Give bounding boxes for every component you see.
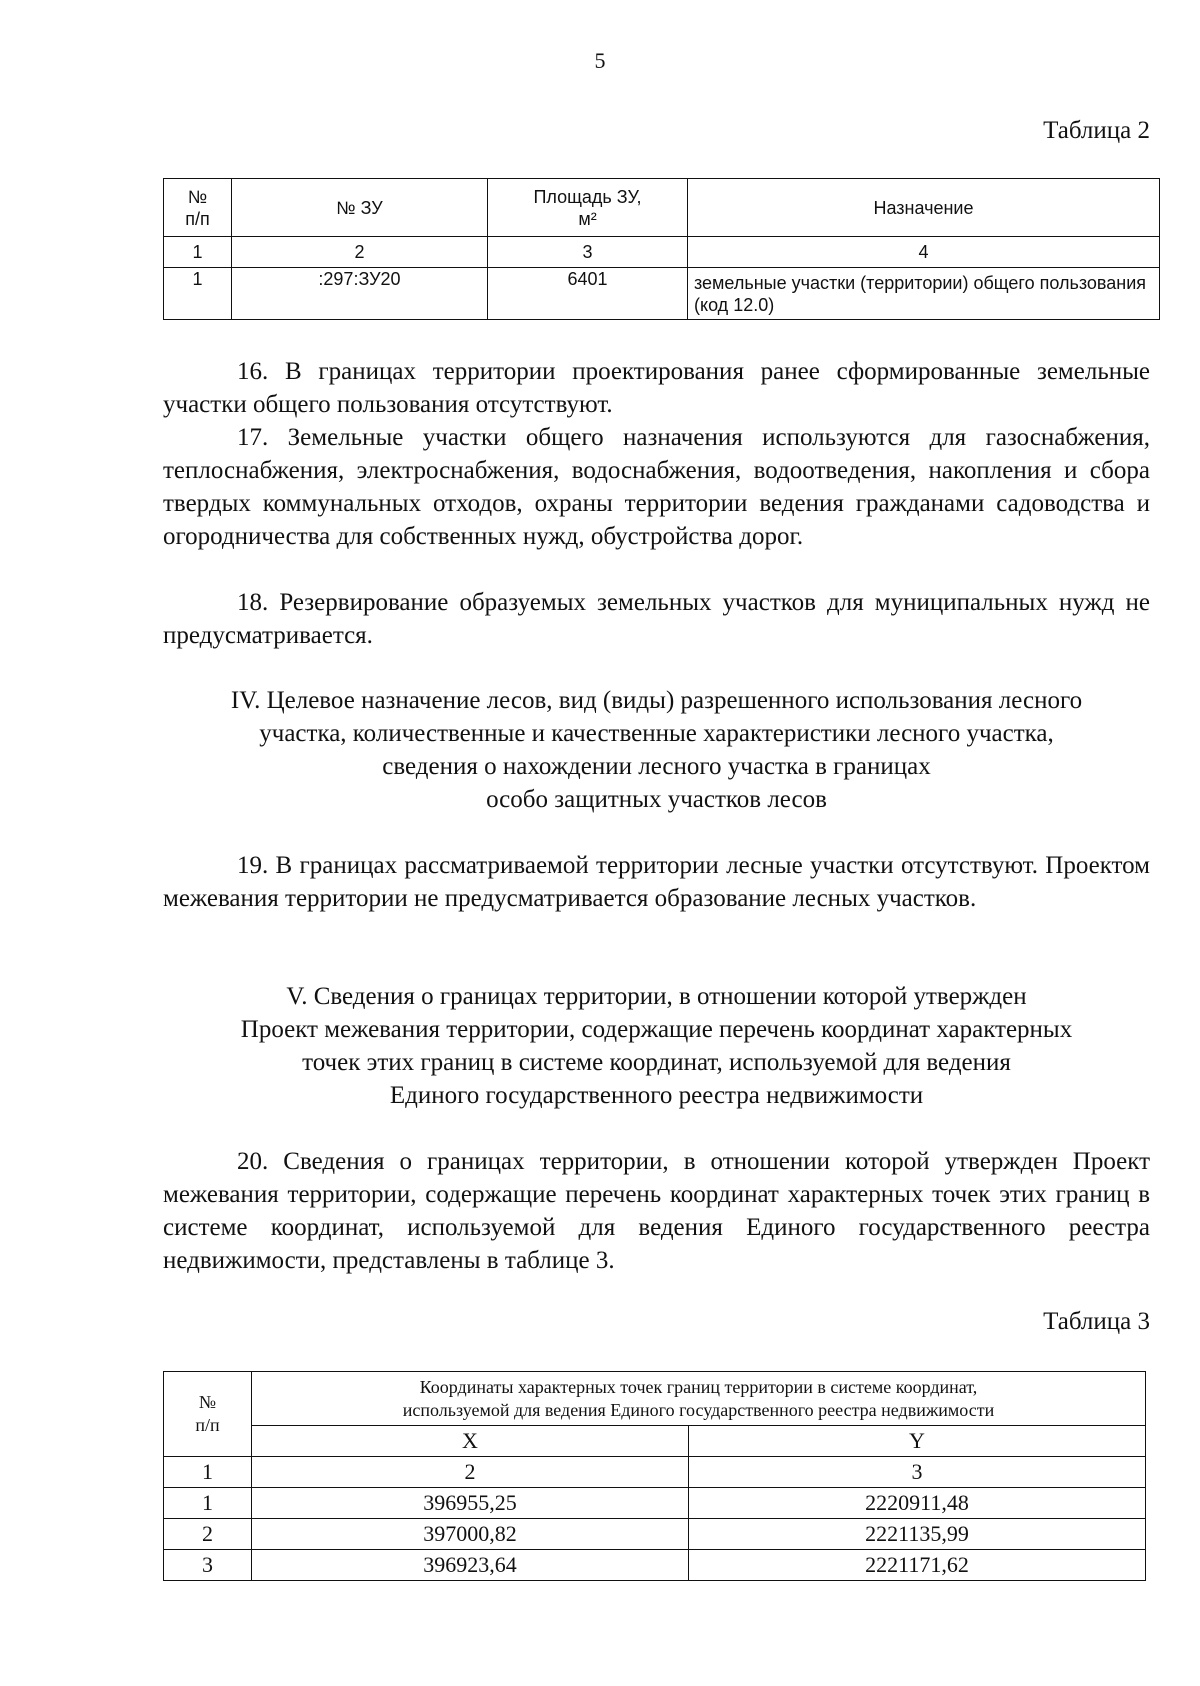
table2-cell-num: 1 <box>164 268 232 320</box>
table2-header-area-line1: Площадь ЗУ, <box>533 186 642 207</box>
table3-header-num-line1: № <box>198 1392 217 1412</box>
table2-index-cell: 4 <box>688 237 1160 268</box>
paragraph-17-text: 17. Земельные участки общего назначения используются для газоснабжения, теплоснабжения, электроснабжения, водоснабжения, водоотведения, накопления и сбора твердых коммунальных отходов, охраны территории ведения гражданами садоводства и огородничества для собственных нужд, обустройства дорог. <box>163 424 1150 550</box>
table2-header-purpose: Назначение <box>688 179 1160 237</box>
table2-header-zu: № ЗУ <box>232 179 488 237</box>
paragraph-19-text: 19. В границах рассматриваемой территории лесные участки отсутствуют. Проектом межевания территории не предусматривается образование лесных участков. <box>163 852 1150 912</box>
section-5-line: V. Сведения о границах территории, в отношении которой утвержден <box>286 983 1027 1010</box>
paragraph-20-text: 20. Сведения о границах территории, в отношении которой утвержден Проект межевания территории, содержащие перечень координат характерных точек этих границ в системе координат, используемой для ведения Единого государственного реестра недвижимости, представлены в таблице 3. <box>163 1148 1150 1274</box>
section-4-line: сведения о нахождении лесного участка в границах <box>382 753 931 780</box>
table2-header-area <box>488 179 688 237</box>
section-4-heading <box>163 684 1150 816</box>
paragraph-17 <box>163 421 1150 553</box>
table3-index-cell: 3 <box>689 1457 1146 1488</box>
table2-header-num-line1: № <box>187 186 208 207</box>
table3-header-y: Y <box>689 1426 1146 1457</box>
table2-row <box>164 268 1160 320</box>
table-row <box>164 1519 1146 1550</box>
table3-header-x: X <box>252 1426 689 1457</box>
table2-index-cell: 1 <box>164 237 232 268</box>
table3-cell-num: 1 <box>164 1488 252 1519</box>
section-4-line: участка, количественные и качественные характеристики лесного участка, <box>259 720 1054 747</box>
table3-header-num-line2: п/п <box>195 1415 220 1435</box>
table3-cell-num: 2 <box>164 1519 252 1550</box>
table2-index-cell: 3 <box>488 237 688 268</box>
section-4-line: IV. Целевое назначение лесов, вид (виды) разрешенного использования лесного <box>230 687 1083 714</box>
table3-header-coords-line2: используемой для ведения Единого государственного реестра недвижимости <box>402 1399 995 1420</box>
table2 <box>163 178 1160 320</box>
table3-cell-x: 396923,64 <box>252 1550 689 1581</box>
table3-header-num <box>164 1372 252 1457</box>
section-5-line: Единого государственного реестра недвижимости <box>389 1082 924 1109</box>
table3-cell-y: 2221135,99 <box>689 1519 1146 1550</box>
table3-index-cell: 2 <box>252 1457 689 1488</box>
table2-caption: Таблица 2 <box>1043 117 1150 144</box>
table3 <box>163 1371 1146 1581</box>
paragraph-19 <box>163 849 1150 915</box>
paragraph-20 <box>163 1145 1150 1277</box>
table2-cell-area: 6401 <box>488 268 688 320</box>
section-5-heading <box>163 980 1150 1112</box>
section-5-line: Проект межевания территории, содержащие перечень координат характерных <box>240 1016 1073 1043</box>
table3-cell-y: 2220911,48 <box>689 1488 1146 1519</box>
table2-header-num-line2: п/п <box>185 208 210 229</box>
table3-cell-x: 396955,25 <box>252 1488 689 1519</box>
table-row <box>164 1550 1146 1581</box>
table2-header-num <box>164 179 232 237</box>
table2-header-area-line2: м² <box>578 208 597 229</box>
table-row <box>164 1488 1146 1519</box>
page-number: 5 <box>594 48 606 73</box>
table2-cell-zu: :297:ЗУ20 <box>232 268 488 320</box>
table3-caption: Таблица 3 <box>1043 1308 1150 1335</box>
paragraph-18 <box>163 586 1150 652</box>
table2-cell-purpose: земельные участки (территории) общего пользования (код 12.0) <box>688 268 1160 320</box>
table2-index-cell: 2 <box>232 237 488 268</box>
paragraph-18-text: 18. Резервирование образуемых земельных участков для муниципальных нужд не предусматривается. <box>163 589 1150 649</box>
section-4-line: особо защитных участков лесов <box>486 786 827 813</box>
paragraph-16 <box>163 355 1150 421</box>
table3-cell-num: 3 <box>164 1550 252 1581</box>
table3-cell-x: 397000,82 <box>252 1519 689 1550</box>
table3-header-coords-line1: Координаты характерных точек границ территории в системе координат, <box>419 1376 978 1397</box>
table3-index-cell: 1 <box>164 1457 252 1488</box>
section-5-line: точек этих границ в системе координат, используемой для ведения <box>302 1049 1011 1076</box>
paragraph-16-text: 16. В границах территории проектирования ранее сформированные земельные участки общего пользования отсутствуют. <box>163 358 1150 418</box>
table3-header-coords <box>252 1372 1146 1426</box>
table3-cell-y: 2221171,62 <box>689 1550 1146 1581</box>
